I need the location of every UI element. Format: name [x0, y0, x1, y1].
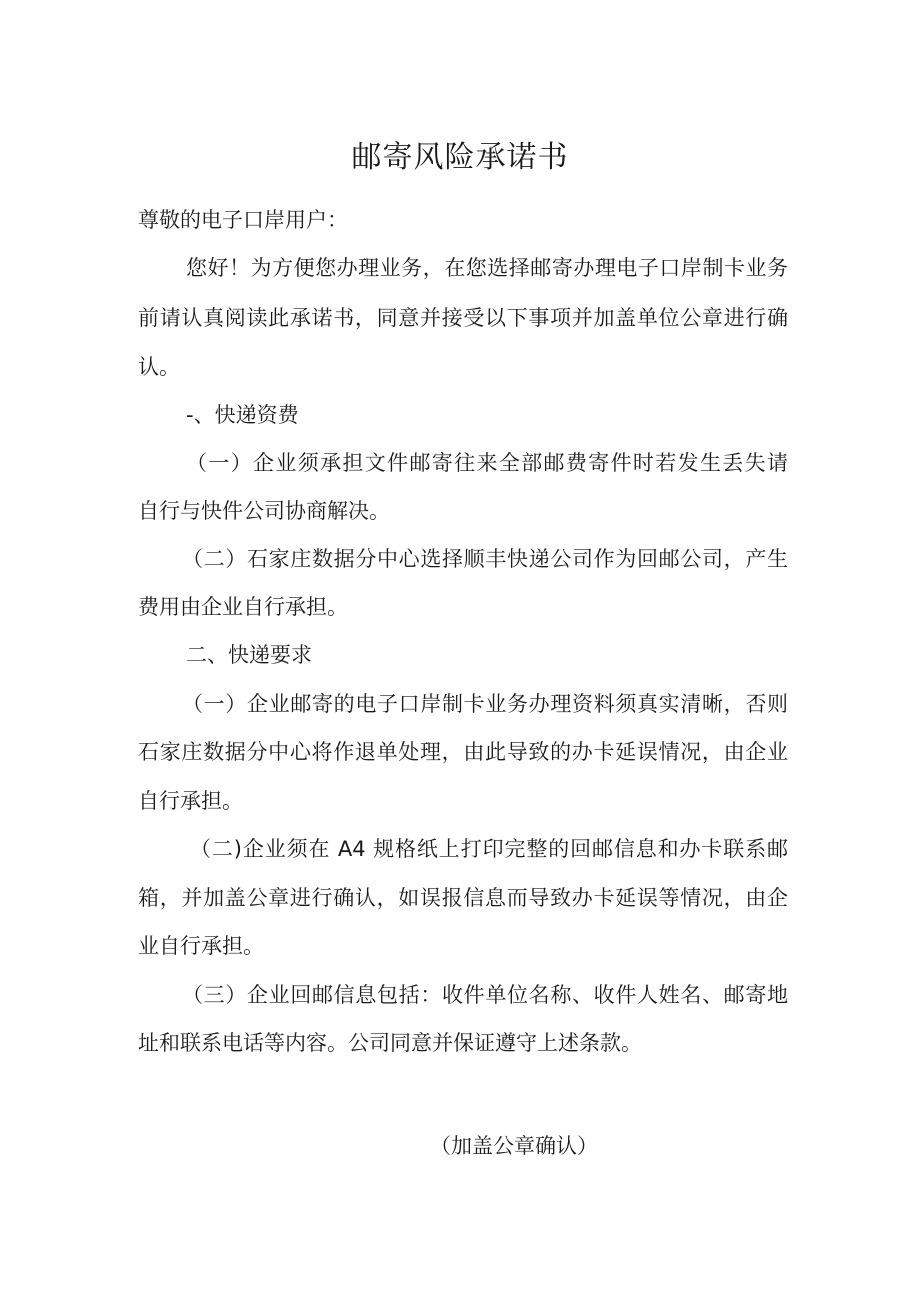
section2-item1-line-2: 石家庄数据分中心将作退单处理，由此导致的办卡延误情况，由企业	[138, 740, 788, 764]
section2-item2-line-1: （二)企业须在 A4 规格纸上打印完整的回邮信息和办卡联系邮	[190, 837, 788, 861]
section1-item1-line-1: （一）企业须承担文件邮寄往来全部邮费寄件时若发生丢失请	[186, 451, 788, 475]
section2-item1-line-1: （一）企业邮寄的电子口岸制卡业务办理资料须真实清晰，否则	[182, 692, 788, 716]
seal-confirmation-note: （加盖公章确认）	[430, 1134, 598, 1158]
intro-line-2: 前请认真阅读此承诺书，同意并接受以下事项并加盖单位公章进行确	[138, 306, 788, 330]
section2-item2-line-3: 业自行承担。	[138, 934, 264, 958]
section2-item3-line-2: 址和联系电话等内容。公司同意并保证遵守上述条款。	[138, 1031, 642, 1055]
section2-heading: 二、快递要求	[186, 643, 312, 667]
section1-item1-line-2: 自行与快件公司协商解决。	[138, 499, 390, 523]
salutation: 尊敬的电子口岸用户：	[138, 208, 348, 232]
section2-item2-line-2: 箱，并加盖公章进行确认，如误报信息而导致办卡延误等情况，由企	[138, 886, 788, 910]
section2-item3-line-1: （三）企业回邮信息包括：收件单位名称、收件人姓名、邮寄地	[182, 983, 788, 1007]
intro-line-3: 认。	[138, 355, 180, 379]
section2-item1-line-3: 自行承担。	[138, 789, 243, 813]
document-title: 邮寄风险承诺书	[351, 140, 569, 175]
section1-item2-line-2: 费用由企业自行承担。	[138, 595, 348, 619]
section1-item2-line-1: （二）石家庄数据分中心选择顺丰快递公司作为回邮公司，产生	[182, 547, 788, 571]
intro-line-1: 您好！为方便您办理业务，在您选择邮寄办理电子口岸制卡业务	[186, 256, 788, 280]
section1-heading: -、快递资费	[186, 403, 299, 427]
